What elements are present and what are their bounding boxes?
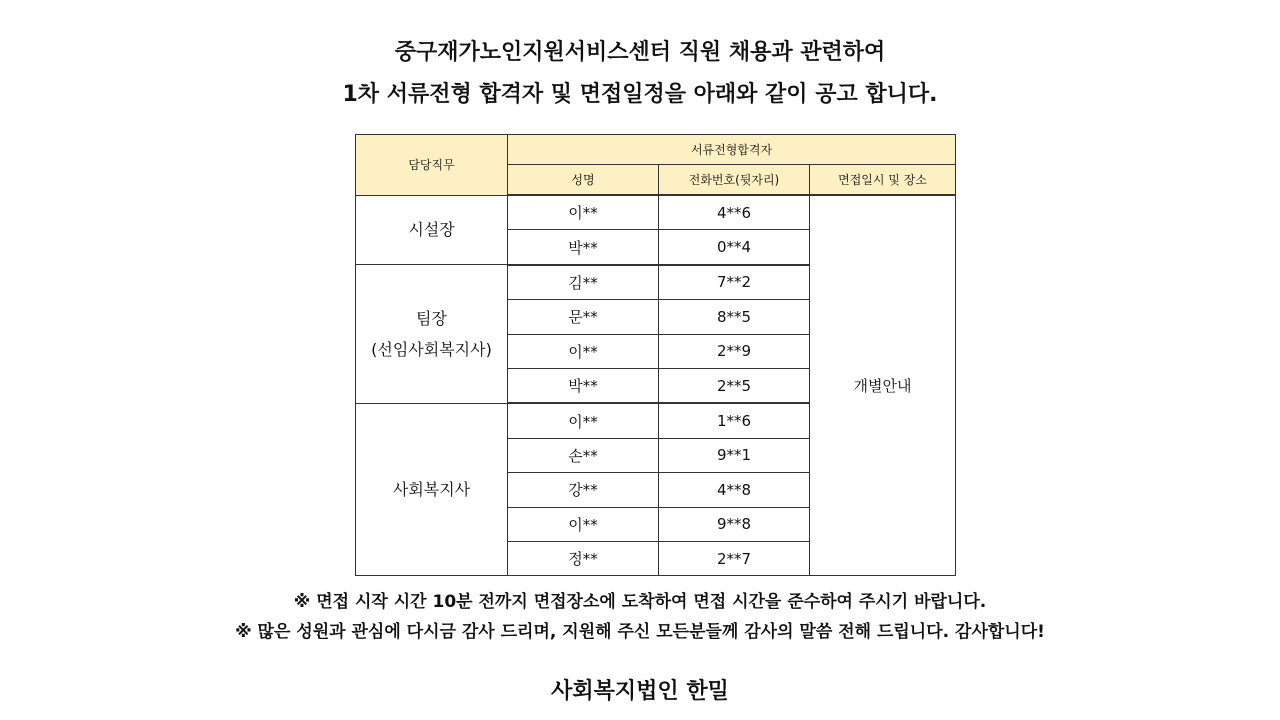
candidate-phone: 2**7 xyxy=(659,541,810,575)
candidate-name: 손** xyxy=(508,438,659,472)
candidate-name: 강** xyxy=(508,473,659,507)
announcement-title-line-1: 중구재가노인지원서비스센터 직원 채용과 관련하여 xyxy=(394,40,886,65)
interview-time-notice: ※ 면접 시작 시간 10분 전까지 면접장소에 도착하여 면접 시간을 준수하여 주시기 바랍니다. xyxy=(293,592,987,612)
candidate-name: 정** xyxy=(508,541,659,575)
candidate-name: 이** xyxy=(508,334,659,368)
candidate-name: 김** xyxy=(508,265,659,300)
candidate-phone: 9**1 xyxy=(659,438,810,472)
candidate-phone: 4**6 xyxy=(659,195,810,230)
header-name: 성명 xyxy=(508,165,659,196)
interview-info-cell: 개별안내 xyxy=(810,195,956,576)
candidate-phone: 0**4 xyxy=(659,230,810,265)
organization-name: 사회복지법인 한밀 xyxy=(551,679,729,704)
header-role: 담당직무 xyxy=(356,135,508,196)
candidate-name: 이** xyxy=(508,507,659,541)
header-interview: 면접일시 및 장소 xyxy=(810,165,956,196)
candidate-phone: 2**9 xyxy=(659,334,810,368)
role-label: 사회복지사 xyxy=(392,480,471,500)
role-sublabel: (선임사회복지사) xyxy=(371,340,492,360)
candidate-name: 이** xyxy=(508,195,659,230)
role-cell xyxy=(356,265,508,404)
candidate-phone: 2**5 xyxy=(659,368,810,403)
role-cell xyxy=(356,195,508,265)
role-label: 팀장 xyxy=(416,309,447,329)
candidate-name: 문** xyxy=(508,300,659,334)
candidate-phone: 9**8 xyxy=(659,507,810,541)
candidate-phone: 1**6 xyxy=(659,403,810,438)
candidate-phone: 8**5 xyxy=(659,300,810,334)
announcement-title-line-2: 1차 서류전형 합격자 및 면접일정을 아래와 같이 공고 합니다. xyxy=(342,82,938,107)
candidate-name: 박** xyxy=(508,230,659,265)
header-passed-group: 서류전형합격자 xyxy=(508,135,956,165)
role-label: 시설장 xyxy=(408,220,455,240)
thank-you-notice: ※ 많은 성원과 관심에 다시금 감사 드리며, 지원해 주신 모든분들께 감사의 말씀 전해 드립니다. 감사합니다! xyxy=(235,622,1045,642)
header-phone: 전화번호(뒷자리) xyxy=(659,165,810,196)
candidate-phone: 7**2 xyxy=(659,265,810,300)
candidate-name: 이** xyxy=(508,403,659,438)
results-table xyxy=(355,134,956,576)
role-cell xyxy=(356,403,508,575)
candidate-phone: 4**8 xyxy=(659,473,810,507)
table-row xyxy=(356,195,956,230)
candidate-name: 박** xyxy=(508,368,659,403)
